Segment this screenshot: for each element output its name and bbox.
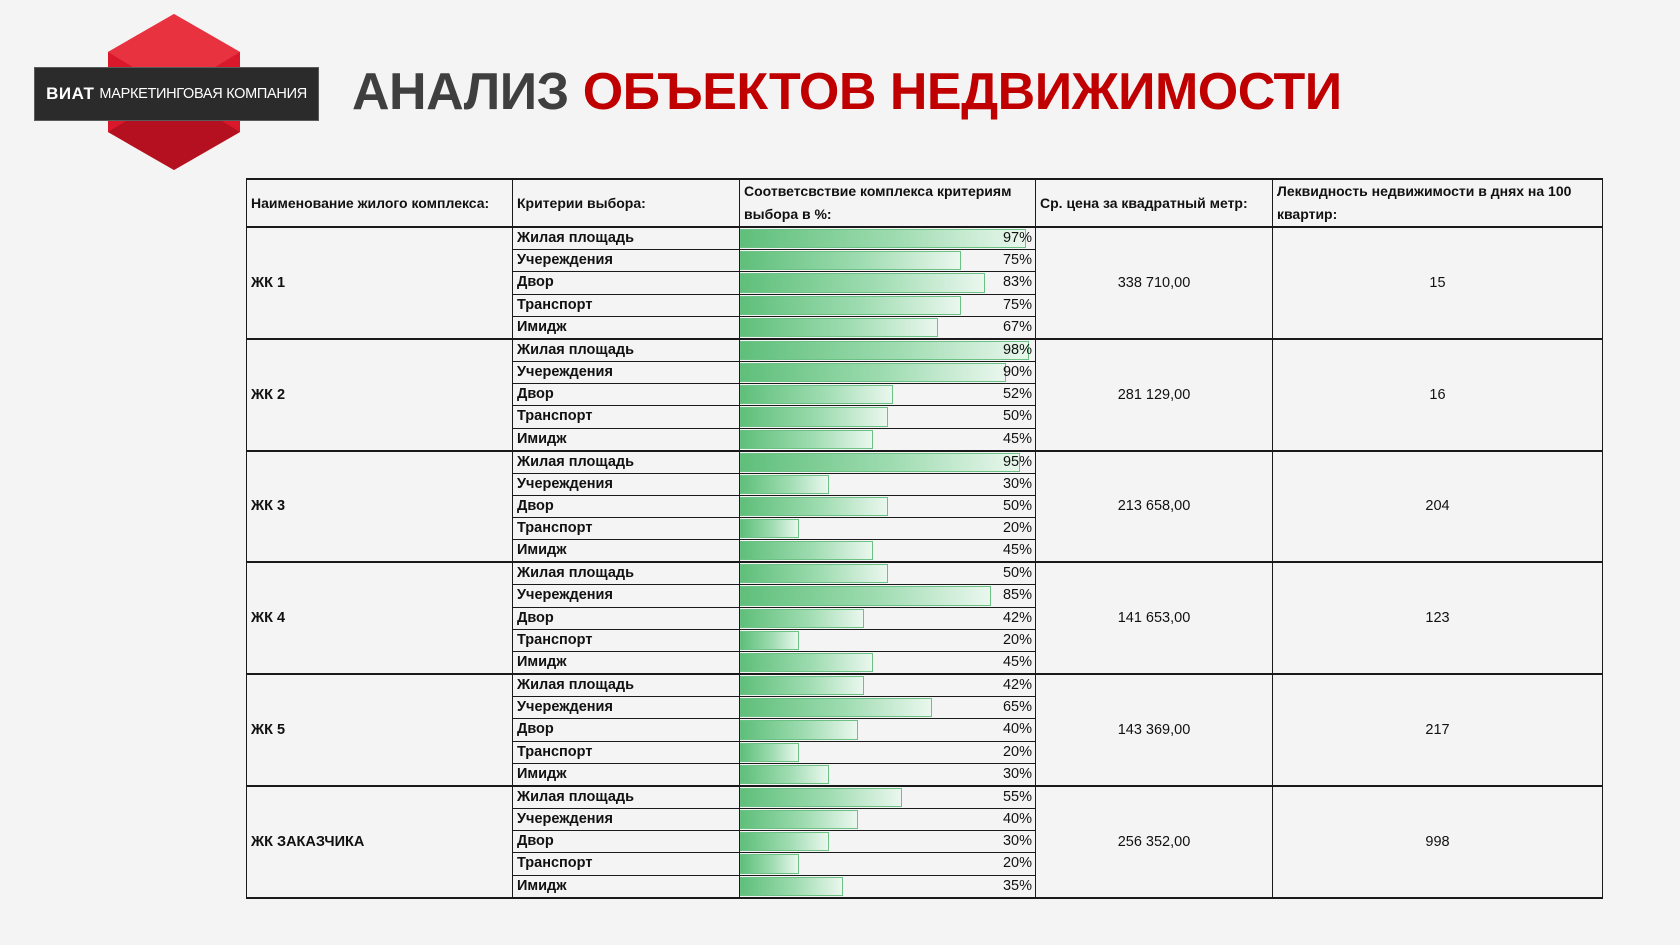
header-match: Соответсвствие комплекса критериям выбора в %: — [740, 179, 1036, 227]
criterion-label: Имидж — [513, 652, 740, 675]
percent-value: 90% — [1002, 363, 1032, 380]
match-cell — [740, 875, 1036, 898]
data-bar — [740, 564, 888, 583]
data-bar — [740, 810, 858, 829]
complex-group — [247, 339, 1603, 451]
criterion-label: Учереждения — [513, 473, 740, 495]
data-bar — [740, 341, 1029, 360]
title-part-2: ОБЪЕКТОВ НЕДВИЖИМОСТИ — [582, 63, 1342, 121]
percent-value: 75% — [1002, 296, 1032, 313]
data-bar — [740, 497, 888, 516]
data-bar — [740, 877, 843, 896]
criterion-label: Имидж — [513, 875, 740, 898]
data-bar — [740, 453, 1020, 472]
criterion-label: Учереждения — [513, 585, 740, 607]
match-cell — [740, 741, 1036, 763]
criterion-label: Имидж — [513, 316, 740, 339]
complex-name: ЖК 1 — [247, 227, 513, 339]
data-bar — [740, 385, 893, 404]
criterion-label: Транспорт — [513, 853, 740, 875]
complex-name: ЖК 4 — [247, 562, 513, 674]
complex-group — [247, 674, 1603, 786]
percent-value: 65% — [1002, 699, 1032, 715]
percent-value: 20% — [1002, 743, 1032, 760]
complex-group — [247, 562, 1603, 674]
match-cell — [740, 406, 1036, 428]
match-cell — [740, 808, 1036, 830]
data-bar — [740, 609, 864, 628]
match-cell — [740, 674, 1036, 697]
data-bar — [740, 765, 829, 784]
table-header-row — [247, 179, 1603, 227]
header-criteria: Критерии выбора: — [513, 179, 740, 227]
criterion-label: Жилая площадь — [513, 674, 740, 697]
data-bar — [740, 788, 902, 807]
criterion-label: Транспорт — [513, 518, 740, 540]
avg-price: 256 352,00 — [1036, 786, 1273, 898]
percent-value: 98% — [1002, 341, 1032, 358]
real-estate-analysis-table — [246, 178, 1603, 899]
avg-price: 281 129,00 — [1036, 339, 1273, 451]
percent-value: 55% — [1002, 788, 1032, 805]
criterion-label: Жилая площадь — [513, 562, 740, 585]
criterion-label: Учереждения — [513, 808, 740, 830]
logo-company-name: МАРКЕТИНГОВАЯ КОМПАНИЯ — [99, 86, 307, 102]
data-bar — [740, 743, 799, 762]
table-row — [247, 339, 1603, 362]
table-row — [247, 451, 1603, 474]
match-cell — [740, 831, 1036, 853]
percent-value: 83% — [1002, 274, 1032, 291]
percent-value: 85% — [1002, 587, 1032, 604]
percent-value: 20% — [1002, 520, 1032, 536]
criterion-label: Имидж — [513, 763, 740, 786]
percent-value: 95% — [1002, 453, 1032, 470]
match-cell — [740, 384, 1036, 406]
criterion-label: Учереждения — [513, 250, 740, 272]
match-cell — [740, 585, 1036, 607]
liquidity-days: 16 — [1273, 339, 1603, 451]
percent-value: 97% — [1002, 230, 1032, 246]
complex-name: ЖК ЗАКАЗЧИКА — [247, 786, 513, 898]
table-row — [247, 227, 1603, 250]
match-cell — [740, 697, 1036, 719]
percent-value: 52% — [1002, 386, 1032, 402]
match-cell — [740, 361, 1036, 383]
data-bar — [740, 251, 961, 270]
complex-group — [247, 786, 1603, 898]
complex-group — [247, 451, 1603, 563]
criterion-label: Двор — [513, 272, 740, 294]
match-cell — [740, 607, 1036, 629]
data-bar — [740, 475, 829, 494]
match-cell — [740, 250, 1036, 272]
percent-value: 50% — [1002, 408, 1032, 425]
percent-value: 30% — [1002, 475, 1032, 492]
liquidity-days: 204 — [1273, 451, 1603, 563]
data-bar — [740, 296, 961, 315]
data-bar — [740, 676, 864, 695]
table-row — [247, 562, 1603, 585]
data-bar — [740, 631, 799, 650]
avg-price: 213 658,00 — [1036, 451, 1273, 563]
percent-value: 45% — [1002, 654, 1032, 670]
data-bar — [740, 698, 932, 717]
match-cell — [740, 540, 1036, 563]
percent-value: 20% — [1002, 855, 1032, 872]
data-bar — [740, 720, 858, 739]
data-bar — [740, 430, 873, 449]
percent-value: 50% — [1002, 497, 1032, 514]
criterion-label: Двор — [513, 384, 740, 406]
percent-value: 42% — [1002, 677, 1032, 693]
percent-value: 30% — [1002, 833, 1032, 849]
criterion-label: Транспорт — [513, 294, 740, 316]
match-cell — [740, 495, 1036, 517]
logo-mark: ВИАТ — [46, 84, 95, 103]
match-cell — [740, 629, 1036, 651]
data-bar — [740, 318, 938, 337]
match-cell — [740, 227, 1036, 250]
data-bar — [740, 832, 829, 851]
match-cell — [740, 652, 1036, 675]
liquidity-days: 15 — [1273, 227, 1603, 339]
match-cell — [740, 272, 1036, 294]
data-bar — [740, 519, 799, 538]
criterion-label: Жилая площадь — [513, 227, 740, 250]
avg-price: 141 653,00 — [1036, 562, 1273, 674]
complex-name: ЖК 5 — [247, 674, 513, 786]
percent-value: 35% — [1002, 877, 1032, 894]
percent-value: 40% — [1002, 721, 1032, 738]
percent-value: 50% — [1002, 565, 1032, 582]
liquidity-days: 998 — [1273, 786, 1603, 898]
criterion-label: Имидж — [513, 428, 740, 451]
header-price: Ср. цена за квадратный метр: — [1036, 179, 1273, 227]
match-cell — [740, 562, 1036, 585]
criterion-label: Жилая площадь — [513, 786, 740, 809]
criterion-label: Учереждения — [513, 697, 740, 719]
data-bar — [740, 273, 985, 292]
percent-value: 30% — [1002, 765, 1032, 782]
page-title — [352, 62, 1342, 122]
match-cell — [740, 763, 1036, 786]
match-cell — [740, 719, 1036, 741]
company-logo — [34, 12, 320, 172]
percent-value: 45% — [1002, 430, 1032, 447]
title-part-1: АНАЛИЗ — [352, 63, 569, 121]
match-cell — [740, 451, 1036, 474]
criterion-label: Транспорт — [513, 741, 740, 763]
criterion-label: Двор — [513, 607, 740, 629]
match-cell — [740, 473, 1036, 495]
match-cell — [740, 518, 1036, 540]
data-bar — [740, 653, 873, 672]
data-bar — [740, 541, 873, 560]
data-bar — [740, 363, 1006, 382]
criterion-label: Имидж — [513, 540, 740, 563]
complex-group — [247, 227, 1603, 339]
complex-name: ЖК 2 — [247, 339, 513, 451]
logo-band — [34, 67, 319, 121]
percent-value: 67% — [1002, 318, 1032, 335]
criterion-label: Учереждения — [513, 361, 740, 383]
avg-price: 338 710,00 — [1036, 227, 1273, 339]
avg-price: 143 369,00 — [1036, 674, 1273, 786]
complex-name: ЖК 3 — [247, 451, 513, 563]
table-row — [247, 786, 1603, 809]
criterion-label: Транспорт — [513, 629, 740, 651]
percent-value: 40% — [1002, 810, 1032, 827]
match-cell — [740, 853, 1036, 875]
criterion-label: Жилая площадь — [513, 339, 740, 362]
match-cell — [740, 428, 1036, 451]
data-bar — [740, 586, 991, 605]
data-bar — [740, 407, 888, 426]
percent-value: 42% — [1002, 609, 1032, 626]
table-row — [247, 674, 1603, 697]
liquidity-days: 123 — [1273, 562, 1603, 674]
header-name: Наименование жилого комплекса: — [247, 179, 513, 227]
criterion-label: Двор — [513, 495, 740, 517]
criterion-label: Жилая площадь — [513, 451, 740, 474]
percent-value: 45% — [1002, 542, 1032, 559]
data-bar — [740, 229, 1026, 248]
criterion-label: Двор — [513, 831, 740, 853]
percent-value: 75% — [1002, 252, 1032, 268]
match-cell — [740, 339, 1036, 362]
match-cell — [740, 786, 1036, 809]
liquidity-days: 217 — [1273, 674, 1603, 786]
percent-value: 20% — [1002, 631, 1032, 648]
criterion-label: Транспорт — [513, 406, 740, 428]
header-liquidity: Леквидность недвижимости в днях на 100 квартир: — [1273, 179, 1603, 227]
match-cell — [740, 316, 1036, 339]
match-cell — [740, 294, 1036, 316]
data-bar — [740, 854, 799, 873]
criterion-label: Двор — [513, 719, 740, 741]
